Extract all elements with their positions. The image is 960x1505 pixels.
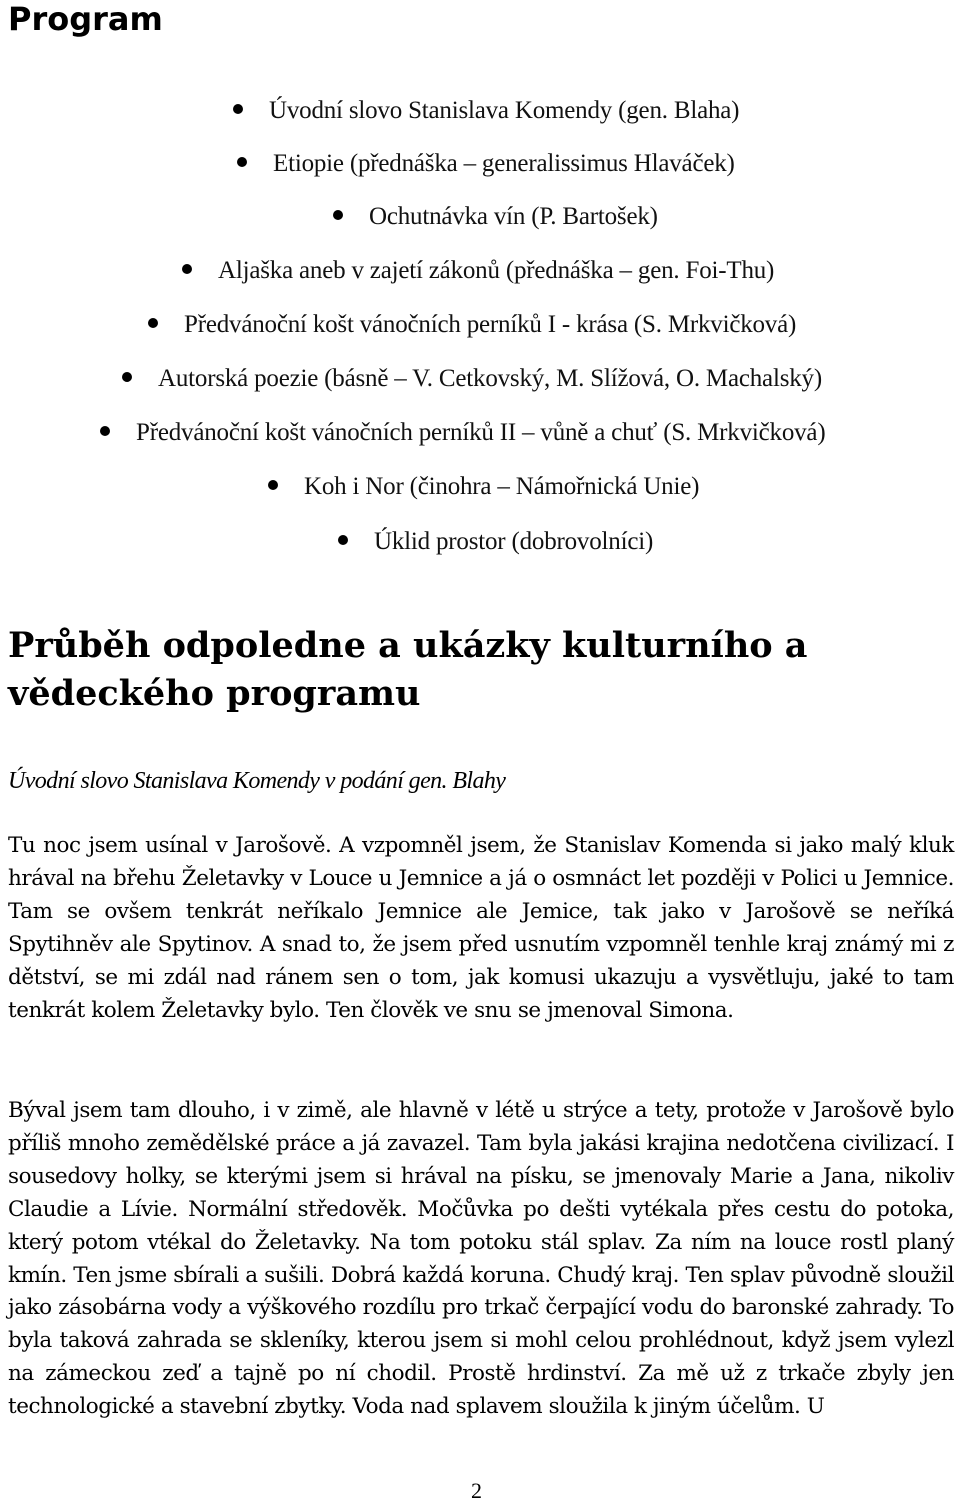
program-item-text: Aljaška aneb v zajetí zákonů (přednáška – gen. Foi-Thu) xyxy=(218,257,775,284)
program-item-text: Etiopie (přednáška – generalissimus Hlaváček) xyxy=(273,150,735,177)
program-item-text: Předvánoční košt vánočních perníků I - krása (S. Mrkvičková) xyxy=(184,311,797,338)
bullet-icon xyxy=(338,535,348,545)
program-item-text: Úklid prostor (dobrovolníci) xyxy=(374,528,654,555)
bullet-icon xyxy=(268,480,278,490)
section-heading: Průběh odpoledne a ukázky kulturního a vědeckého programu xyxy=(8,625,808,714)
bullet-icon xyxy=(122,372,132,382)
bullet-icon xyxy=(182,264,192,274)
program-item xyxy=(182,250,774,290)
program-item xyxy=(338,521,653,561)
body-paragraph: Tu noc jsem usínal v Jarošově. A vzpomněl jsem, že Stanislav Komenda si jako malý kluk hrával na břehu Želetavky v Louce u Jemnice a já o osmnáct let později v Polici u Jemnice. Tam se ovšem tenkrát neříkalo Jemnice ale Jemice, tak jako v Jarošově se neříká Spytihněv ale Spytinov. A snad to, že jsem před usnutím vzpomněl tenhle kraj známý mi z dětství, se mi zdál nad ránem sen o tom, jak komusi ukazuju a vysvětluju, jaké to tam tenkrát kolem Želetavky bylo. Ten člověk ve snu se jmenoval Simona. xyxy=(8,833,954,1023)
page-title: Program xyxy=(8,0,163,38)
bullet-icon xyxy=(333,210,343,220)
speech-subtitle: Úvodní slovo Stanislava Komendy v podání gen. Blahy xyxy=(8,768,506,794)
page-number: 2 xyxy=(471,1478,482,1503)
bullet-icon xyxy=(233,104,243,114)
program-item xyxy=(233,90,739,130)
bullet-icon xyxy=(148,318,158,328)
program-item xyxy=(237,143,735,183)
program-item-text: Koh i Nor (činohra – Námořnická Unie) xyxy=(304,473,700,500)
program-item xyxy=(268,466,699,506)
program-item xyxy=(148,304,796,344)
program-item-text: Předvánoční košt vánočních perníků II – vůně a chuť (S. Mrkvičková) xyxy=(136,419,826,446)
bullet-icon xyxy=(100,426,110,436)
program-item-text: Ochutnávka vín (P. Bartošek) xyxy=(369,203,658,230)
body-paragraph: Býval jsem tam dlouho, i v zimě, ale hlavně v létě u strýce a tety, protože v Jarošově bylo příliš mnoho zemědělské práce a já zavazel. Tam byla jakási krajina nedotčena civilizací. I sousedovy holky, se kterými jsem si hrával na písku, se jmenovaly Marie a Jana, nikoliv Claudie a Lívie. Normální středověk. Močůvka po dešti vytékala přes cestu do potoka, který potom vtékal do Želetavky. Na tom potoku stál splav. Za ním na louce rostl planý kmín. Ten jsme sbírali a sušili. Dobrá každá koruna. Chudý kraj. Ten splav původně sloužil jako zásobárna vody a výškového rozdílu pro trkač čerpající vodu do baronské zahrady. To byla taková zahrada se skleníky, kterou jsem si mohl celou prohlédnout, když jsem vylezl na zámeckou zeď a tajně po ní chodil. Prostě hrdinství. Za mě už z trkače zbyly jen technologické a stavební zbytky. Voda nad splavem sloužila k jiným účelům. U xyxy=(8,1098,954,1420)
program-item xyxy=(100,412,825,452)
program-item-text: Úvodní slovo Stanislava Komendy (gen. Blaha) xyxy=(269,97,740,124)
bullet-icon xyxy=(237,157,247,167)
program-item xyxy=(122,358,822,398)
program-item xyxy=(333,196,658,236)
program-item-text: Autorská poezie (básně – V. Cetkovský, M. Slížová, O. Machalský) xyxy=(158,365,822,392)
